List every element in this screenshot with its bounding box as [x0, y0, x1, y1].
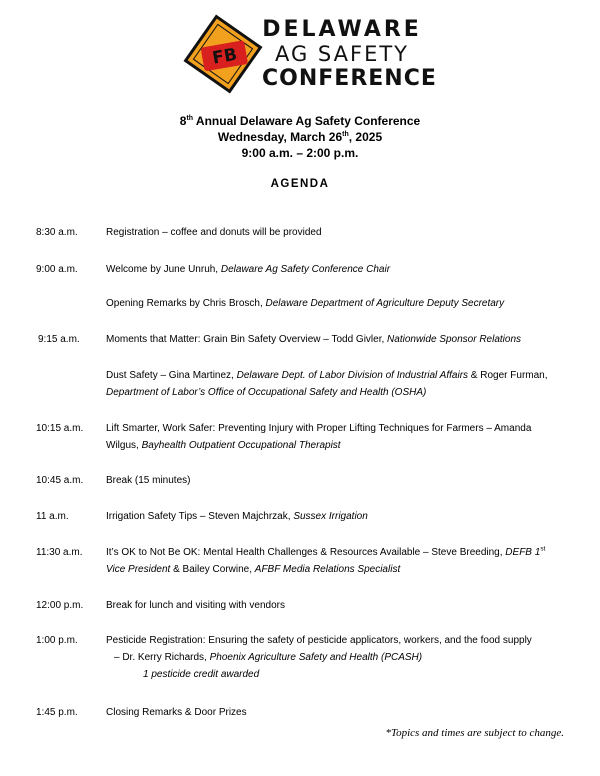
agenda-description [106, 261, 576, 278]
agenda-time: 9:00 a.m. [36, 264, 78, 275]
desc-text: Moments that Matter: Grain Bin Safety Overview – Todd Givler, [106, 334, 388, 345]
desc-italic-2: Bayhealth Outpatient Occupational Therapist [141, 440, 341, 451]
agenda-description [106, 331, 576, 348]
conference-date [0, 129, 600, 145]
date-text: Wednesday, March 26 [217, 130, 343, 144]
agenda-time: 10:15 a.m. [36, 423, 84, 434]
agenda-description [106, 295, 576, 312]
logo-line-3: CONFERENCE [262, 66, 437, 91]
title-number: 8 [179, 114, 187, 128]
desc-text: Dust Safety – Gina Martinez, [106, 370, 237, 381]
agenda-description [106, 704, 576, 721]
desc-text: It’s OK to Not Be OK: Mental Health Challenges & Resources Available – Steve Breeding, [106, 547, 506, 558]
farm-bureau-emblem-icon [183, 14, 273, 100]
agenda-description [106, 420, 576, 437]
desc-text: Break for lunch and visiting with vendors [106, 600, 285, 611]
agenda-description [106, 508, 576, 525]
logo-line-1: DELAWARE [262, 17, 422, 42]
date-ordinal: th [342, 131, 349, 138]
desc-text-2: Wilgus, [106, 440, 142, 451]
date-year: , 2025 [348, 130, 383, 144]
desc-text: Registration – coffee and donuts will be provided [106, 227, 322, 238]
title-text: Annual Delaware Ag Safety Conference [193, 114, 421, 128]
agenda-description-line-2 [114, 649, 574, 666]
agenda-time: 1:45 p.m. [36, 707, 78, 718]
desc-italic: Sussex Irrigation [293, 511, 368, 522]
desc-text: Break (15 minutes) [106, 475, 191, 486]
agenda-time: 11:30 a.m. [36, 547, 83, 558]
desc-italic: Delaware Department of Agriculture Deputy Secretary [265, 298, 505, 309]
desc-italic-2: Department of Labor’s Office of Occupational Safety and Health (OSHA) [106, 387, 427, 398]
desc-italic-2: Phoenix Agriculture Safety and Health (PCASH) [209, 652, 423, 663]
desc-italic: Delaware Ag Safety Conference Chair [220, 264, 391, 275]
desc-text: Closing Remarks & Door Prizes [106, 707, 247, 718]
pesticide-credit-note: 1 pesticide credit awarded [143, 669, 260, 680]
agenda-time: 10:45 a.m. [36, 475, 84, 486]
agenda-description [106, 367, 576, 384]
agenda-description-line-2 [106, 561, 576, 578]
agenda-description [106, 632, 576, 649]
desc-italic: Delaware Dept. of Labor Division of Industrial Affairs [236, 370, 469, 381]
agenda-time: 12:00 p.m. [36, 600, 84, 611]
agenda-time: 9:15 a.m. [38, 334, 80, 345]
desc-text: Irrigation Safety Tips – Steven Majchrzak, [106, 511, 294, 522]
conference-time: 9:00 a.m. – 2:00 p.m. [241, 146, 359, 160]
desc-ordinal: st [540, 545, 546, 553]
desc-text-2: – Dr. Kerry Richards, [114, 652, 210, 663]
agenda-time: 8:30 a.m. [36, 227, 78, 238]
desc-italic: Nationwide Sponsor Relations [387, 334, 522, 345]
agenda-description-line-2 [106, 437, 576, 454]
desc-text: Lift Smarter, Work Safer: Preventing Injury with Proper Lifting Techniques for Farmers – Amanda [106, 423, 532, 434]
agenda-description [106, 472, 576, 489]
agenda-time: 1:00 p.m. [36, 635, 78, 646]
desc-italic: DEFB 1 [505, 547, 541, 558]
logo-badge: FB [210, 44, 239, 69]
agenda-description [106, 544, 576, 561]
agenda-description [106, 224, 576, 241]
title-ordinal: th [186, 115, 194, 122]
agenda-heading: AGENDA [270, 178, 330, 190]
desc-italic-2: AFBF Media Relations Specialist [254, 564, 401, 575]
desc-text-2: & Bailey Corwine, [170, 564, 255, 575]
desc-italic-2a: Vice President [106, 564, 171, 575]
agenda-description [106, 597, 576, 614]
desc-text: Opening Remarks by Chris Brosch, [106, 298, 266, 309]
footnote: *Topics and times are subject to change. [385, 727, 564, 739]
agenda-description-line-2 [106, 384, 576, 401]
logo-line-2: AG SAFETY [274, 42, 410, 66]
logo-wordmark [262, 17, 437, 92]
desc-text: Pesticide Registration: Ensuring the safety of pesticide applicators, workers, and the food supply [106, 635, 532, 646]
desc-text-2: & Roger Furman, [468, 370, 548, 381]
desc-text: Welcome by June Unruh, [106, 264, 221, 275]
agenda-time: 11 a.m. [36, 511, 69, 522]
conference-title [0, 113, 600, 129]
